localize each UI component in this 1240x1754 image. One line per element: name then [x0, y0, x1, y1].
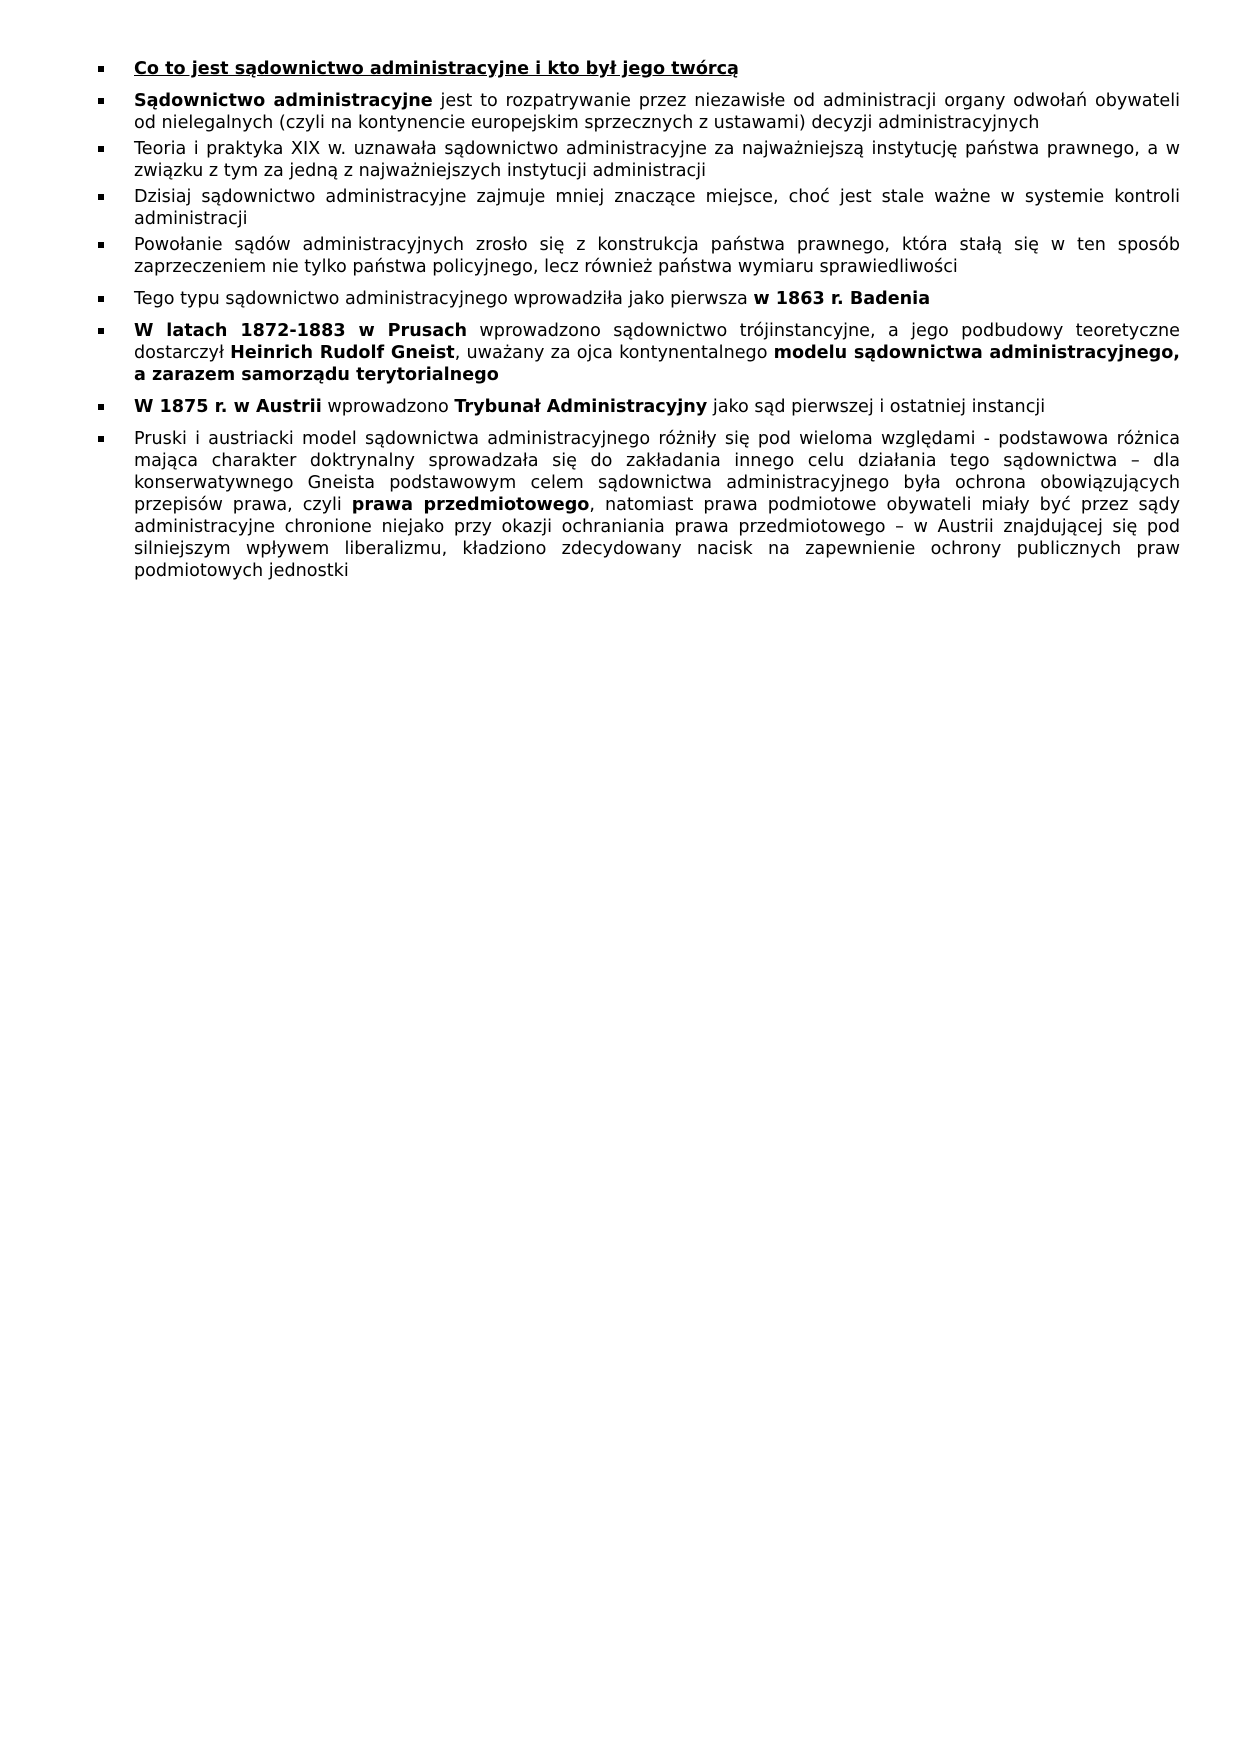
paragraph-text: Dzisiaj sądownictwo administracyjne zajmuje mniej znaczące miejsce, choć jest stale ważne w systemie kontroli administracji: [134, 187, 1180, 229]
bold-term: W 1875 r. w Austrii: [134, 397, 322, 417]
square-bullet-icon: [98, 404, 104, 410]
square-bullet-icon: [98, 242, 104, 248]
heading-item: [98, 58, 1180, 80]
list-item: [98, 396, 1180, 418]
paragraph-text: , uważany za ojca kontynentalnego: [454, 343, 774, 363]
list-item: [98, 138, 1180, 182]
list-item: [98, 90, 1180, 134]
paragraph-text: Teoria i praktyka XIX w. uznawała sądownictwo administracyjne za najważniejszą instytucję państwa prawnego, a w związku z tym za jedną z najważniejszych instytucji administracji: [134, 139, 1180, 181]
paragraph-text: wprowadzono sądownictwo trójinstancyjne, a jego podbudowy teoretyczne dostarczył: [134, 321, 1180, 363]
paragraph-text: jako sąd pierwszej i ostatniej instancji: [707, 397, 1046, 417]
square-bullet-icon: [98, 296, 104, 302]
square-bullet-icon: [98, 194, 104, 200]
paragraph-text: jest to rozpatrywanie przez niezawisłe od administracji organy odwołań obywateli od nielegalnych (czyli na kontynencie europejskim sprzecznych z ustawami) decyzji administracyjnych: [134, 91, 1180, 133]
bold-term: W latach 1872-1883 w Prusach: [134, 321, 468, 341]
document-page: [98, 58, 1180, 586]
bold-term: prawa przedmiotowego: [351, 495, 590, 515]
paragraph-text: Tego typu sądownictwo administracyjnego wprowadziła jako pierwsza: [134, 289, 754, 309]
bold-term: w 1863 r. Badenia: [753, 289, 931, 309]
paragraph-text: , natomiast prawa podmiotowe obywateli miały być przez sądy administracyjne chronione niejako przy okazji ochraniania prawa przedmiotowego – w Austrii znajdującej się pod silniejszym wpływem liberalizmu, kładziono zdecydowany nacisk na zapewnienie ochrony publicznych praw podmiotowych jednostki: [134, 495, 1181, 581]
bold-term: Heinrich Rudolf Gneist: [230, 343, 455, 363]
bold-term: Sądownictwo administracyjne: [134, 91, 433, 111]
paragraph-text: Powołanie sądów administracyjnych zrosło się z konstrukcja państwa prawnego, która stałą się w ten sposób zaprzeczeniem nie tylko państwa policyjnego, lecz również państwa wymiaru sprawiedliwości: [134, 235, 1180, 277]
list-item: [98, 234, 1180, 278]
square-bullet-icon: [98, 146, 104, 152]
list-item: [98, 186, 1180, 230]
bold-term: Trybunał Administracyjny: [454, 397, 708, 417]
square-bullet-icon: [98, 98, 104, 104]
paragraph-text: wprowadzono: [321, 397, 455, 417]
square-bullet-icon: [98, 436, 104, 442]
list-item: [98, 320, 1180, 386]
paragraph-text: Pruski i austriacki model sądownictwa administracyjnego różniły się pod wieloma względami - podstawowa różnica mająca charakter doktrynalny sprowadzała się do zakładania innego celu działania tego sądownictwa – dla konserwatywnego Gneista podstawowym celem sądownictwa administracyjnego była ochrona obowiązujących przepisów prawa, czyli: [134, 429, 1180, 515]
document-heading: Co to jest sądownictwo administracyjne i kto był jego twórcą: [134, 59, 739, 79]
square-bullet-icon: [98, 328, 104, 334]
list-item: [98, 288, 1180, 310]
list-item: [98, 428, 1180, 582]
square-bullet-icon: [98, 66, 104, 72]
bold-term: modelu sądownictwa administracyjnego, a zarazem samorządu terytorialnego: [134, 343, 1180, 385]
